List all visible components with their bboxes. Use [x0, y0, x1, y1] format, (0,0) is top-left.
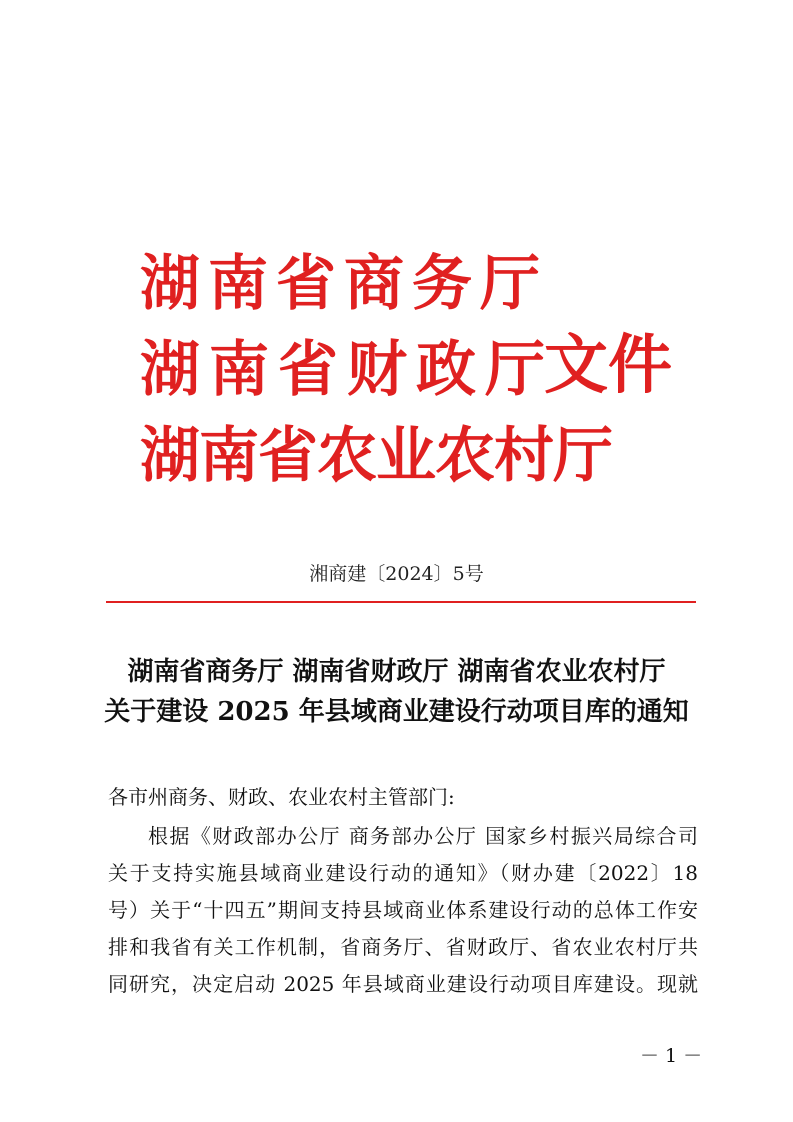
body-line: 根据《财政部办公厅 商务部办公厅 国家乡村振兴局综合司 — [148, 824, 698, 848]
issuer-agriculture-dept: 湖南省农业农村厅 — [140, 421, 612, 491]
body-line: 排和我省有关工作机制，省商务厅、省财政厅、省农业农村厅共 — [108, 935, 698, 959]
page-number: － 1 － — [640, 1045, 703, 1067]
issuer-commerce-dept: 湖南省商务厅 — [140, 249, 548, 319]
salutation: 各市州商务、财政、农业农村主管部门: — [108, 785, 455, 809]
title-line-1: 湖南省商务厅 湖南省财政厅 湖南省农业农村厅 — [127, 657, 666, 687]
document-number: 湘商建〔2024〕5号 — [309, 563, 484, 585]
red-divider-line — [106, 601, 696, 603]
document-title — [0, 652, 793, 732]
body-paragraph — [108, 818, 698, 1003]
body-line: 号）关于“十四五”期间支持县域商业体系建设行动的总体工作安 — [108, 898, 698, 922]
document-label: 文件 — [544, 328, 672, 403]
body-line: 同研究，决定启动 2025 年县域商业建设行动项目库建设。现就 — [108, 972, 698, 996]
title-line-2: 关于建设 2025 年县域商业建设行动项目库的通知 — [104, 697, 689, 727]
body-line: 关于支持实施县域商业建设行动的通知》（财办建〔2022〕18 — [108, 861, 698, 885]
issuer-finance-dept: 湖南省财政厅 — [140, 335, 554, 405]
